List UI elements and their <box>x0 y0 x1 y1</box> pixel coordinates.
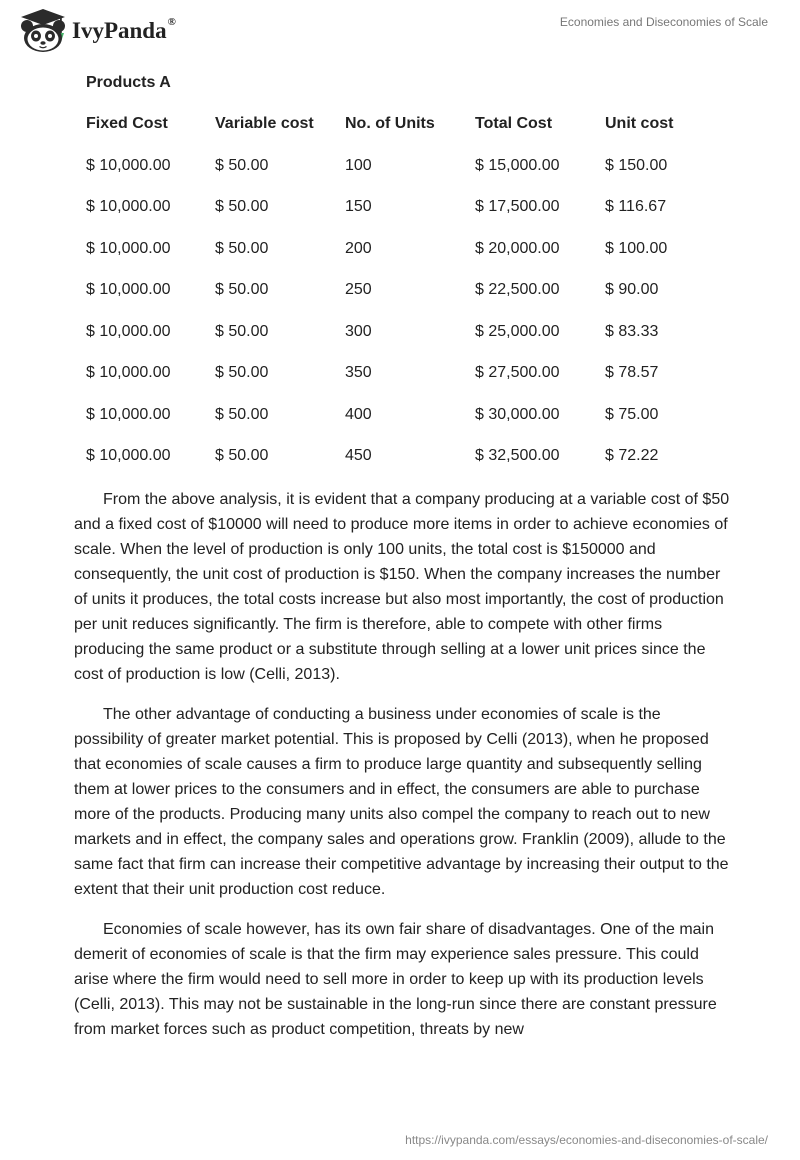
footer-url[interactable]: https://ivypanda.com/essays/economies-and-diseconomies-of-scale/ <box>405 1133 768 1147</box>
column-header-unit-cost: Unit cost <box>605 115 674 132</box>
table-row <box>86 157 715 199</box>
cost-table <box>86 115 715 489</box>
page-header <box>0 0 800 60</box>
table-cell: $ 78.57 <box>605 364 659 381</box>
paragraph: Economies of scale however, has its own fair share of disadvantages. One of the main demerit of economies of scale is that the firm may experience sales pressure. This could arise where the firm would need to sell more in order to keep up with its production levels (Celli, 2013). This may not be sustainable in the long-run since there are constant pressure from market forces such as product competition, threats by new <box>74 921 717 1038</box>
table-cell: $ 27,500.00 <box>475 364 560 381</box>
table-row <box>86 323 715 365</box>
paragraph: From the above analysis, it is evident that a company producing at a variable cost of $50 and a fixed cost of $10000 will need to produce more items in order to achieve economies of scale. When the level of production is only 100 units, the total cost is $150000 and consequently, the unit cost of production is $150. When the company increases the number of units it produces, the total costs increase but also most importantly, the cost of production per unit reduces significantly. The firm is therefore, able to compete with other firms producing the same product or a substitute through selling at a lower unit prices since the cost of production is low (Celli, 2013). <box>74 491 730 683</box>
table-row <box>86 447 715 489</box>
table-cell: 250 <box>345 281 372 298</box>
table-cell: $ 150.00 <box>605 156 668 174</box>
ivypanda-logo[interactable] <box>16 8 176 54</box>
table-cell: $ 10,000.00 <box>86 322 171 340</box>
table-cell: $ 100.00 <box>605 239 668 257</box>
table-cell: $ 10,000.00 <box>86 281 171 298</box>
column-header-fixed-cost: Fixed Cost <box>86 115 168 132</box>
table-cell: $ 116.67 <box>605 198 667 215</box>
table-cell: $ 72.22 <box>605 447 659 464</box>
table-row <box>86 198 715 240</box>
table-cell: $ 50.00 <box>215 156 269 174</box>
table-cell: $ 50.00 <box>215 198 269 215</box>
document-title: Economies and Diseconomies of Scale <box>559 15 768 29</box>
column-header-variable-cost: Variable cost <box>215 115 314 132</box>
table-cell: $ 50.00 <box>215 322 269 340</box>
table-cell: 300 <box>345 322 372 340</box>
table-cell: $ 50.00 <box>215 364 269 381</box>
table-cell: $ 75.00 <box>605 405 659 423</box>
table-cell: $ 15,000.00 <box>475 156 560 174</box>
table-cell: $ 22,500.00 <box>475 281 560 298</box>
table-cell: 150 <box>345 198 372 215</box>
table-cell: $ 30,000.00 <box>475 405 560 423</box>
brand-name-text: IvyPanda <box>72 18 167 43</box>
table-cell: 200 <box>345 239 372 257</box>
table-row <box>86 406 715 448</box>
table-cell: $ 50.00 <box>215 405 269 423</box>
table-cell: $ 50.00 <box>215 239 269 257</box>
table-cell: $ 20,000.00 <box>475 239 560 257</box>
table-cell: $ 32,500.00 <box>475 447 560 464</box>
table-title: Products A <box>86 74 171 91</box>
table-cell: $ 50.00 <box>215 281 269 298</box>
registered-mark: ® <box>167 16 176 29</box>
paragraph: The other advantage of conducting a business under economies of scale is the possibility of greater market potential. This is proposed by Celli (2013), when he proposed that economies of scale causes a firm to produce large quantity and subsequently selling them at lower prices to the consumers and in effect, the consumers are able to purchase more of the products. Producing many units also compel the company to reach out to new markets and in effect, the company sales and operations grow. Franklin (2009), allude to the same fact that firm can increase their competitive advantage by increasing their output to the extent that their unit production cost reduce. <box>74 706 729 898</box>
table-cell: $ 10,000.00 <box>86 447 171 464</box>
table-row <box>86 364 715 406</box>
table-cell: $ 10,000.00 <box>86 198 171 215</box>
table-cell: 450 <box>345 447 372 464</box>
table-cell: $ 10,000.00 <box>86 156 171 174</box>
table-cell: $ 10,000.00 <box>86 364 171 381</box>
table-row <box>86 281 715 323</box>
essay-body <box>74 487 734 1057</box>
table-cell: $ 50.00 <box>215 447 269 464</box>
table-row <box>86 240 715 282</box>
table-cell: $ 83.33 <box>605 322 659 340</box>
table-cell: 400 <box>345 405 372 423</box>
brand-name <box>72 18 176 44</box>
table-cell: 100 <box>345 156 372 174</box>
table-header-row <box>86 115 715 157</box>
table-cell: $ 17,500.00 <box>475 198 560 215</box>
table-cell: $ 90.00 <box>605 281 659 298</box>
column-header-total-cost: Total Cost <box>475 115 553 132</box>
table-cell: $ 10,000.00 <box>86 405 171 423</box>
table-cell: $ 10,000.00 <box>86 239 171 257</box>
column-header-units: No. of Units <box>345 115 435 132</box>
table-cell: $ 25,000.00 <box>475 322 560 340</box>
panda-graduate-logo-icon <box>16 8 70 54</box>
table-cell: 350 <box>345 364 372 381</box>
